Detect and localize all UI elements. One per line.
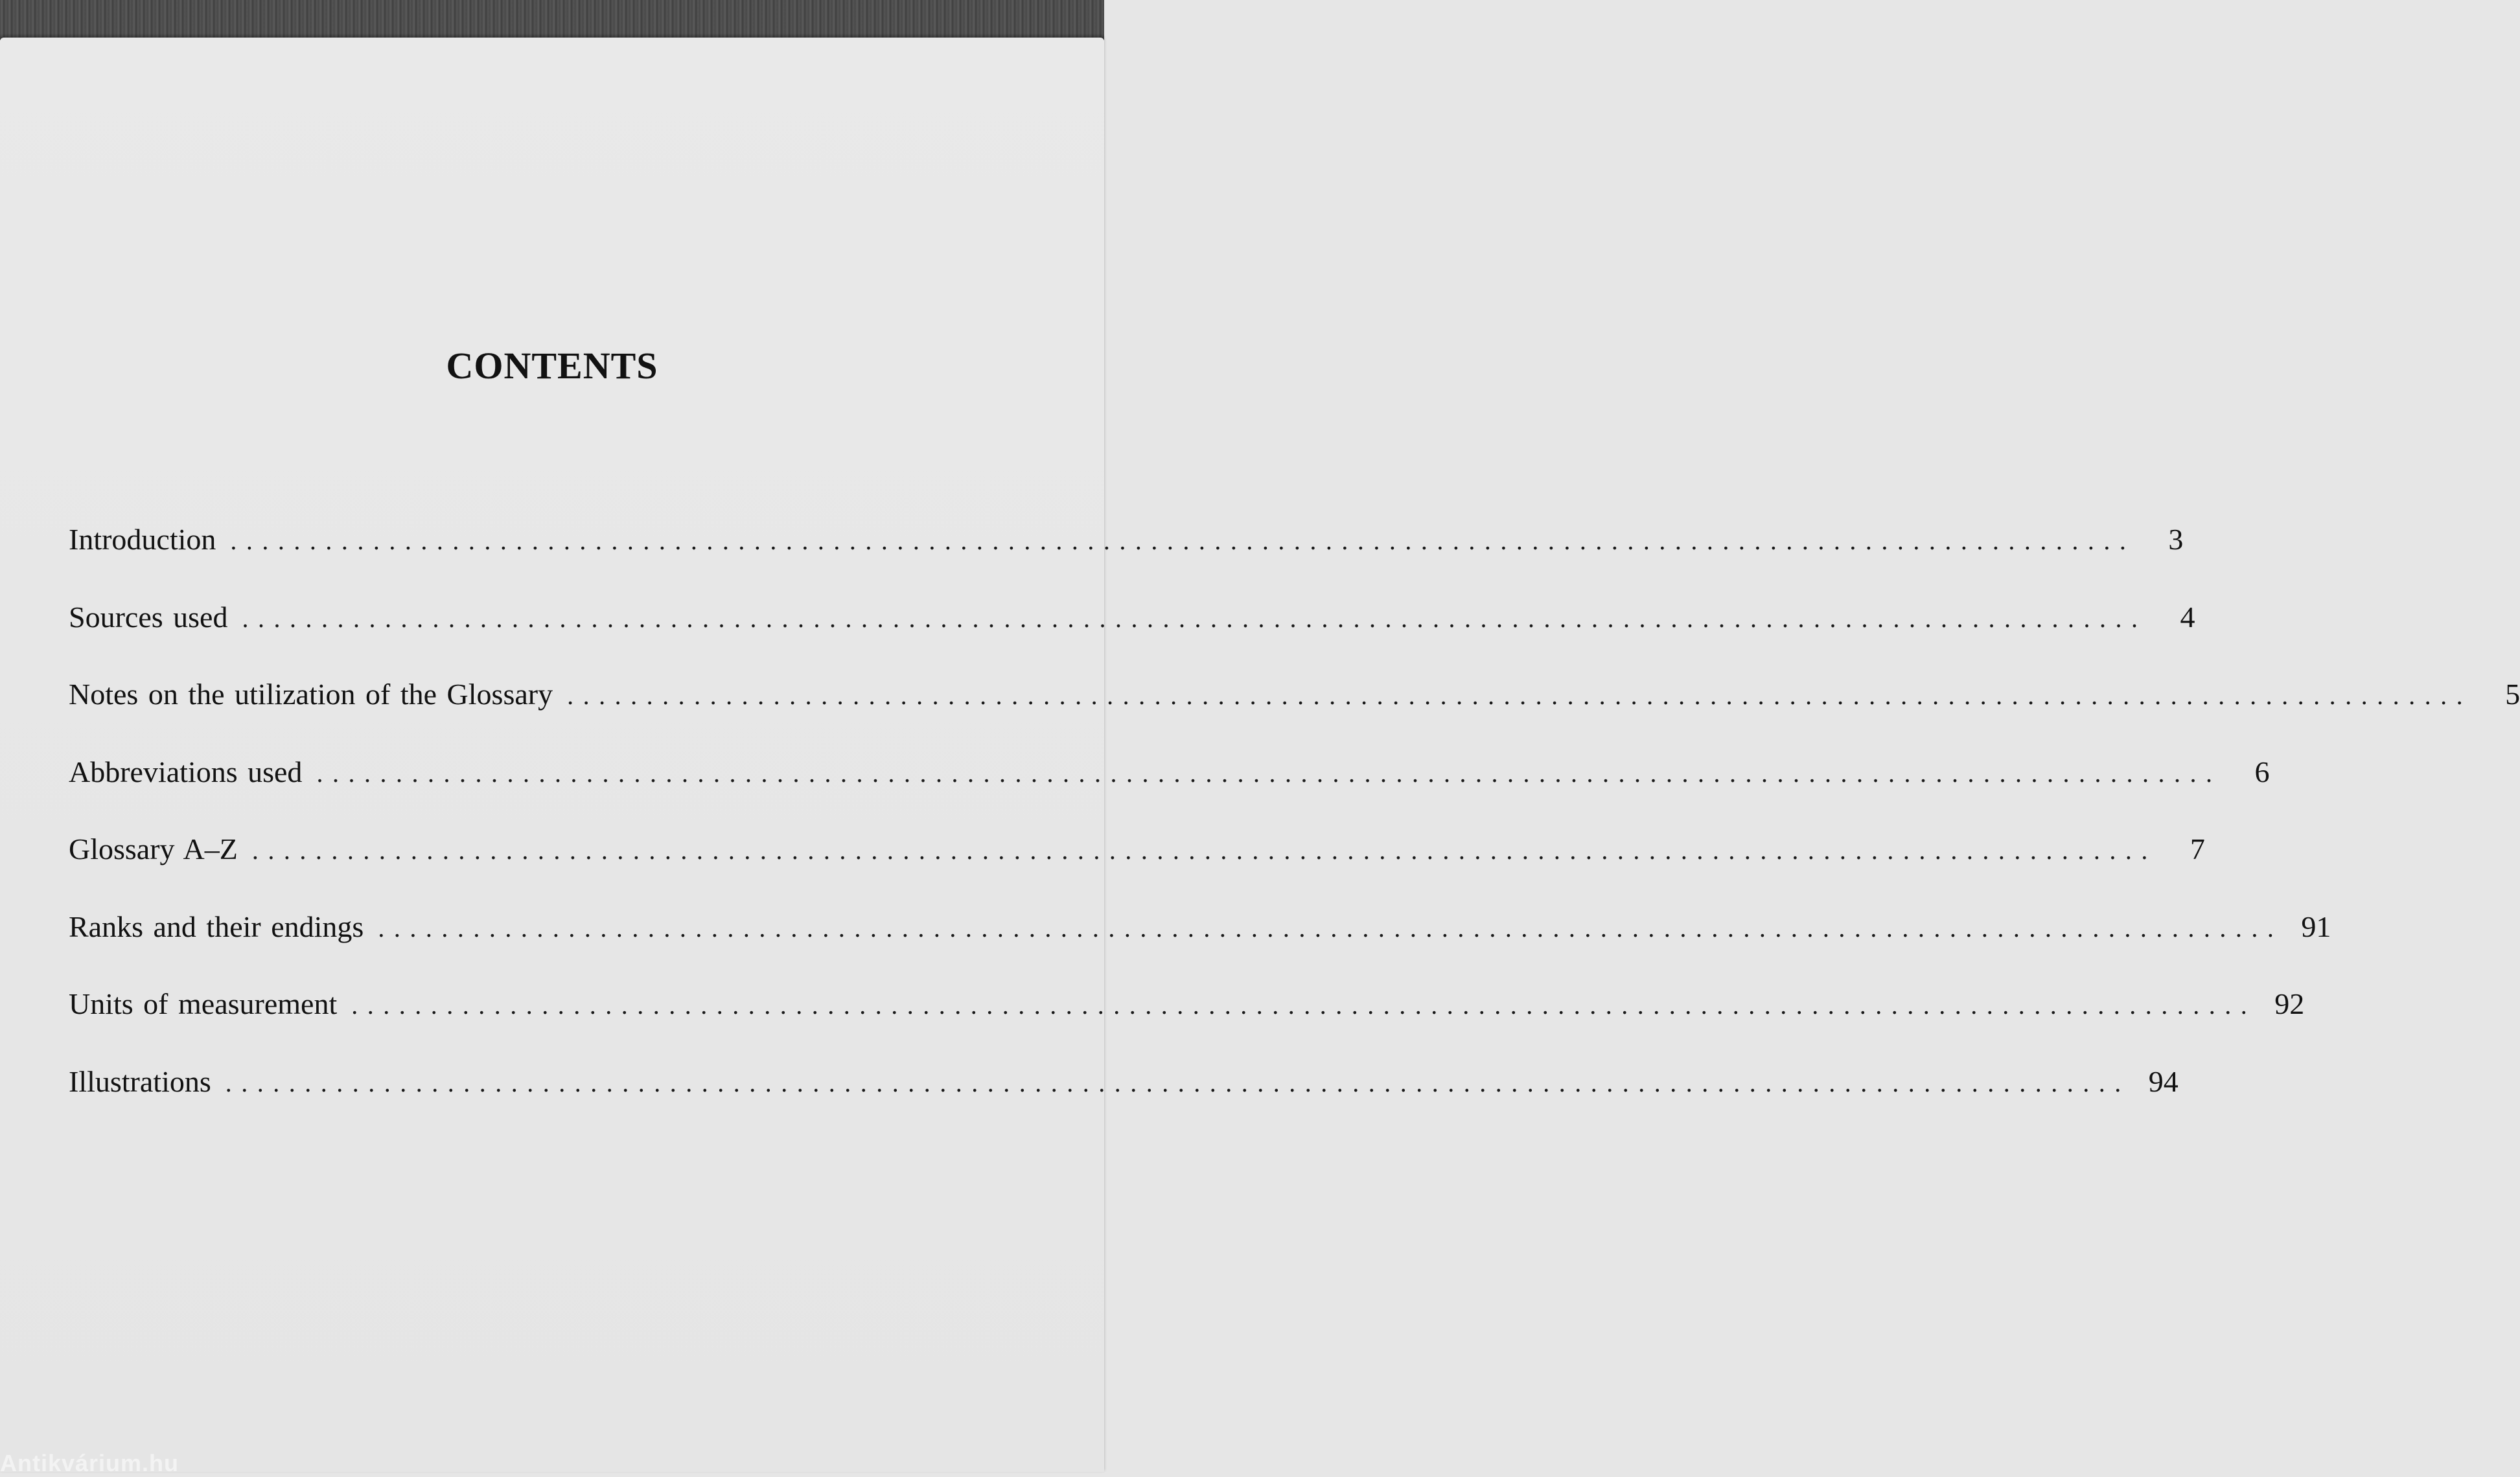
- toc-dot-leader: ........................................................................................................................: [316, 758, 2222, 788]
- watermark: Antikvárium.hu: [0, 1450, 179, 1476]
- toc-entry-label: Units of measurement: [69, 987, 338, 1020]
- toc-entry: [69, 599, 2195, 677]
- toc-entry-label: Ranks and their endings: [69, 910, 364, 943]
- toc-entry-label: Abbreviations used: [69, 755, 303, 788]
- toc-entry: [69, 1064, 2179, 1141]
- toc-dot-leader: ........................................................................................................................: [242, 603, 2147, 633]
- toc-entry-label: Notes on the utilization of the Glossary: [69, 678, 553, 711]
- page-title: CONTENTS: [446, 345, 658, 387]
- table-of-contents: [69, 521, 2520, 1141]
- toc-entry-page: 94: [2148, 1064, 2179, 1098]
- toc-dot-leader: ........................................................................................................................: [378, 913, 2283, 943]
- toc-entry-label: Glossary A–Z: [69, 832, 238, 865]
- toc-entry-label: Sources used: [69, 600, 228, 634]
- toc-entry-page: 91: [2301, 910, 2331, 943]
- toc-entry-page: 92: [2274, 987, 2305, 1020]
- toc-entry: [69, 986, 2305, 1064]
- toc-entry-label: Introduction: [69, 523, 216, 556]
- toc-dot-leader: ........................................................................................................................: [351, 990, 2257, 1020]
- toc-entry: [69, 909, 2331, 987]
- toc-dot-leader: ........................................................................................................................: [230, 526, 2136, 555]
- book-edge-strip: [0, 0, 1104, 40]
- toc-entry-page: 7: [2190, 832, 2205, 865]
- toc-entry: [69, 831, 2205, 909]
- toc-entry-page: 3: [2168, 523, 2184, 556]
- toc-entry: [69, 521, 2184, 599]
- toc-entry-label: Illustrations: [69, 1064, 211, 1098]
- toc-entry: [69, 754, 2270, 832]
- toc-dot-leader: ........................................................................................................................: [225, 1068, 2131, 1097]
- toc-entry-page: 6: [2254, 755, 2270, 788]
- toc-dot-leader: ........................................................................................................................: [251, 836, 2157, 865]
- toc-entry-page: 5: [2505, 678, 2520, 711]
- toc-entry: [69, 676, 2520, 754]
- toc-entry-page: 4: [2180, 600, 2195, 634]
- toc-dot-leader: ........................................................................................................................: [567, 681, 2473, 710]
